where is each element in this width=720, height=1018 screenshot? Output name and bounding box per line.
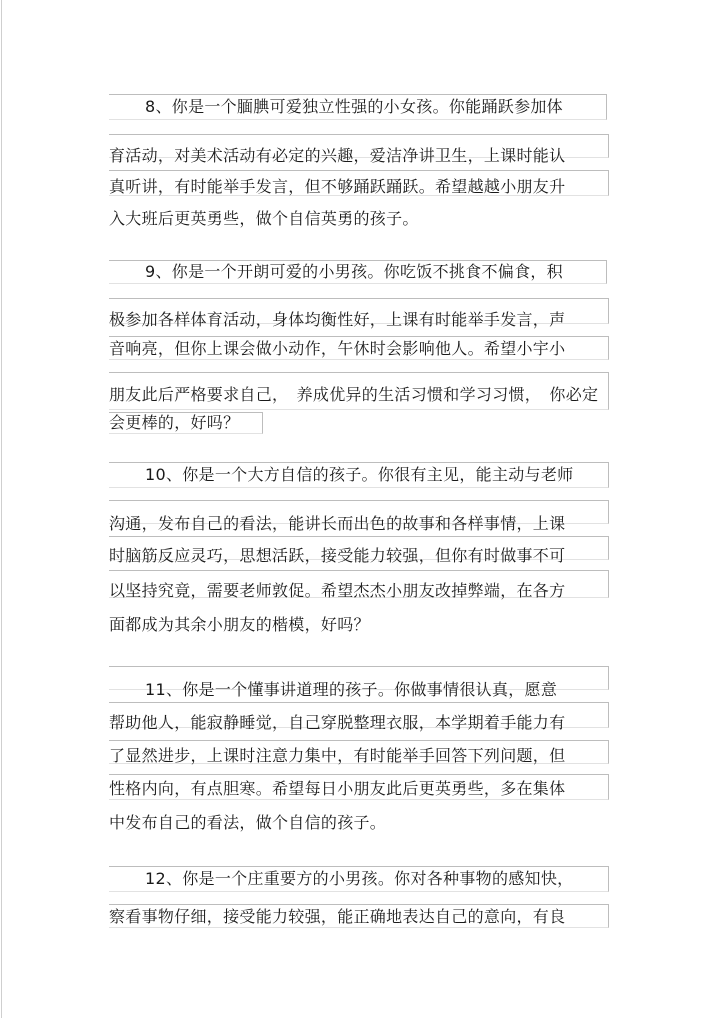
text-line: 12、你是一个庄重要方的小男孩。你对各种事物的感知快， xyxy=(145,869,574,888)
text-line: 8、你是一个腼腆可爱独立性强的小女孩。你能踊跃参加体 xyxy=(145,97,563,116)
text-line: 帮助他人，能寂静睡觉，自己穿脱整理衣服，本学期着手能力有 xyxy=(109,713,566,732)
page-edge xyxy=(1,0,2,1018)
text-line: 沟通，发布自己的看法，能讲长而出色的故事和各样事情，上课 xyxy=(109,514,566,533)
text-line: 性格内向，有点胆寒。希望每日小朋友此后更英勇些，多在集体 xyxy=(109,779,566,798)
text-line: 真听讲，有时能举手发言，但不够踊跃踊跃。希望越越小朋友升 xyxy=(109,177,566,196)
text-line: 面都成为其余小朋友的楷模，好吗？ xyxy=(109,615,370,634)
text-line: 时脑筋反应灵巧，思想活跃，接受能力较强，但你有时做事不可 xyxy=(109,546,566,565)
text-line: 11、你是一个懂事讲道理的孩子。你做事情很认真，愿意 xyxy=(145,680,558,699)
text-line: 极参加各样体育活动，身体均衡性好，上课有时能举手发言，声 xyxy=(109,310,566,329)
text-line: 育活动，对美术活动有必定的兴趣，爱洁净讲卫生，上课时能认 xyxy=(109,146,566,165)
text-line: 了显然进步，上课时注意力集中，有时能举手回答下列问题，但 xyxy=(109,746,566,765)
text-line: 以坚持究竟，需要老师敦促。希望杰杰小朋友改掉弊端，在各方 xyxy=(109,581,566,600)
text-line: 会更棒的，好吗？ xyxy=(109,413,240,432)
text-line: 音响亮，但你上课会做小动作，午休时会影响他人。希望小宇小 xyxy=(109,339,566,358)
text-line: 10、你是一个大方自信的孩子。你很有主见，能主动与老师 xyxy=(145,465,574,484)
text-line: 察看事物仔细，接受能力较强，能正确地表达自己的意向，有良 xyxy=(109,907,566,926)
text-line: 朋友此后严格要求自己， 养成优异的生活习惯和学习习惯， 你必定 xyxy=(109,385,599,404)
text-line: 9、你是一个开朗可爱的小男孩。你吃饭不挑食不偏食，积 xyxy=(145,262,563,281)
text-line: 中发布自己的看法，做个自信的孩子。 xyxy=(109,813,387,832)
text-line: 入大班后更英勇些，做个自信英勇的孩子。 xyxy=(109,209,419,228)
